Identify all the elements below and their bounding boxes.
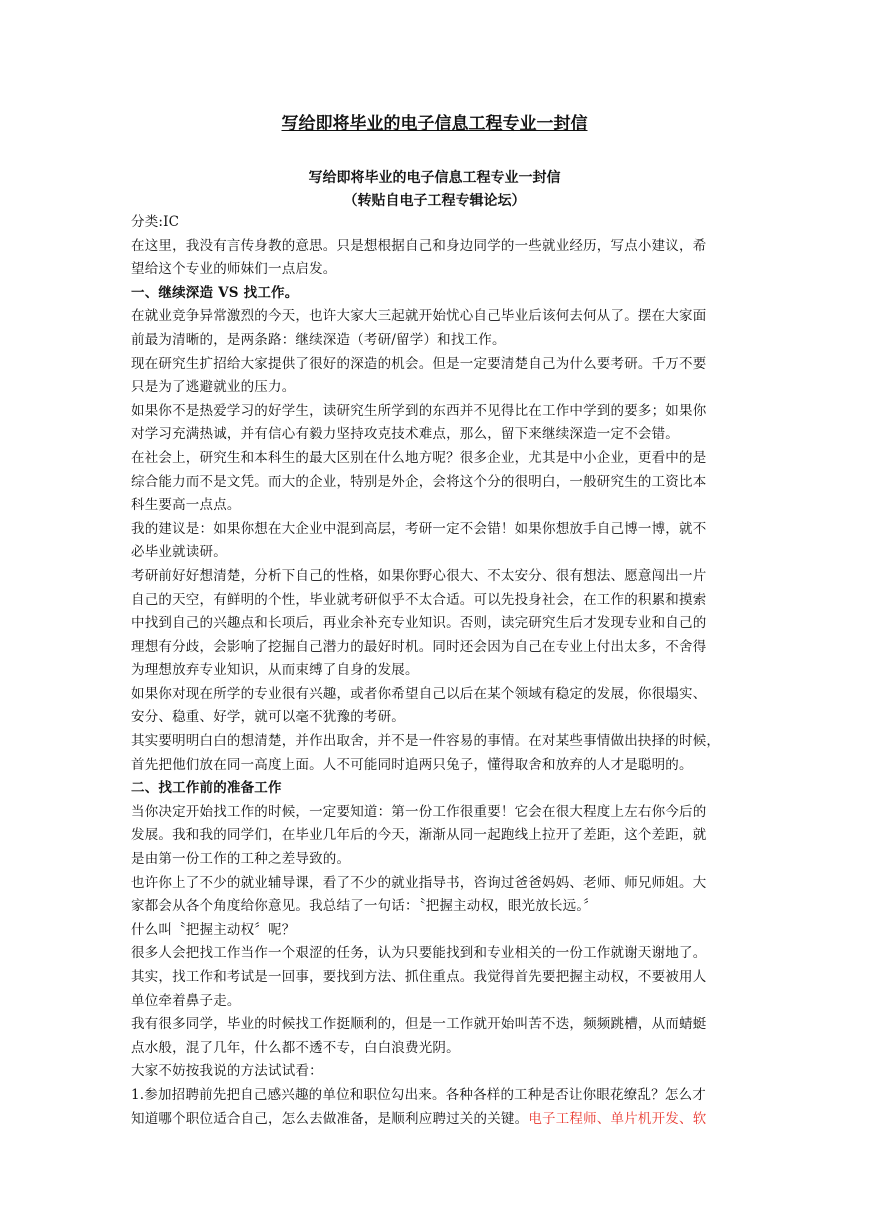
paragraph-line: 家都会从各个角度给你意见。我总结了一句话：〝把握主动权，眼光放长远。〞 [131,898,597,915]
paragraph-line: 必毕业就读研。 [131,544,227,561]
paragraph-line: 如果你不是热爱学习的好学生，读研究生所学到的东西并不见得比在工作中学到的要多；如果你 [131,402,707,419]
paragraph-line: 中找到自己的兴趣点和长项后，再业余补充专业知识。否则，读完研究生后才发现专业和自己的 [131,615,707,632]
paragraph-line: 点水般，混了几年，什么都不透不专，白白浪费光阴。 [131,1039,460,1056]
section-heading-1: 一、继续深造 VS 找工作。 [131,284,299,301]
paragraph-line: 我有很多同学，毕业的时候找工作挺顺利的，但是一工作就开始叫苦不迭，频频跳槽，从而蜻蜓 [131,1016,707,1033]
paragraph-line: 其实，找工作和考试是一回事，要找到方法、抓住重点。我觉得首先要把握主动权，不要被用人 [131,969,707,985]
paragraph-line: 是由第一份工作的工种之差导致的。 [131,851,351,868]
paragraph-line: 对学习充满热诚，并有信心有毅力坚持攻克技术难点，那么，留下来继续深造一定不会错。 [131,426,679,443]
paragraph-line: 在就业竞争异常激烈的今天，也许大家大三起就开始忧心自己毕业后该何去何从了。摆在大家面 [131,308,707,325]
paragraph-line: 在这里，我没有言传身教的意思。只是想根据自己和身边同学的一些就业经历，写点小建议，希 [131,237,707,254]
paragraph-line: 自己的天空，有鲜明的个性，毕业就考研似乎不太合适。可以先投身社会，在工作的积累和摸索 [131,591,707,608]
paragraph-line: 科生要高一点点。 [131,497,241,514]
paragraph-line: 当你决定开始找工作的时候，一定要知道：第一份工作很重要！它会在很大程度上左右你今后的 [131,803,707,820]
paragraph-line: 其实要明明白白的想清楚，并作出取舍，并不是一件容易的事情。在对某些事情做出抉择的时候， [131,733,721,750]
paragraph-line: 1.参加招聘前先把自己感兴趣的单位和职位勾出来。各种各样的工种是否让你眼花缭乱？怎么才 [131,1086,706,1103]
paragraph-line: 什么叫〝把握主动权〞呢？ [131,921,296,938]
paragraph-line: 为理想放弃专业知识，从而束缚了自身的发展。 [131,662,419,679]
paragraph-line-with-link [131,1108,741,1132]
article-title: 写给即将毕业的电子信息工程专业一封信 [308,170,561,186]
paragraph-line: 单位牵着鼻子走。 [131,992,241,1009]
document-title: 写给即将毕业的电子信息工程专业一封信 [281,114,588,134]
paragraph-line: 发展。我和我的同学们，在毕业几年后的今天，渐渐从同一起跑线上拉开了差距，这个差距，就 [131,827,707,844]
paragraph-line: 首先把他们放在同一高度上面。人不可能同时追两只兔子，懂得取舍和放弃的人才是聪明的。 [131,756,693,773]
paragraph-line: 如果你对现在所学的专业很有兴趣，或者你希望自己以后在某个领域有稳定的发展，你很塌实、 [131,685,707,702]
article-source: （转贴自电子工程专辑论坛） [343,193,526,209]
paragraph-line: 现在研究生扩招给大家提供了很好的深造的机会。但是一定要清楚自己为什么要考研。千万不要 [131,355,707,372]
paragraph-line: 只是为了逃避就业的压力。 [131,379,296,396]
paragraph-line: 很多人会把找工作当作一个艰涩的任务，认为只要能找到和专业相关的一份工作就谢天谢地了。 [131,945,707,962]
paragraph-line: 大家不妨按我说的方法试试看： [131,1063,323,1080]
section-heading-2: 二、找工作前的准备工作 [131,780,282,797]
paragraph-line: 在社会上，研究生和本科生的最大区别在什么地方呢？很多企业，尤其是中小企业，更看中的是 [131,449,707,466]
paragraph-line: 综合能力而不是文凭。而大的企业，特别是外企，会将这个分的很明白，一般研究生的工资比本 [131,473,707,490]
article-body [131,211,741,1131]
line-text: 知道哪个职位适合自己，怎么去做准备，是顺利应聘过关的关键。 [131,1110,529,1127]
category-line: 分类:IC [131,214,180,230]
job-titles-link[interactable]: 电子工程师、单片机开发、软 [528,1110,707,1127]
paragraph-line: 我的建议是：如果你想在大企业中混到高层，考研一定不会错！如果你想放手自己博一博，就不 [131,520,707,537]
paragraph-line: 考研前好好想清楚，分析下自己的性格，如果你野心很大、不太安分、很有想法、愿意闯出一片 [131,567,707,584]
paragraph-line: 也许你上了不少的就业辅导课，看了不少的就业指导书，咨询过爸爸妈妈、老师、师兄师姐。大 [131,874,707,891]
paragraph-line: 望给这个专业的师妹们一点启发。 [131,261,337,278]
paragraph-line: 理想有分歧，会影响了挖掘自己潜力的最好时机。同时还会因为自己在专业上付出太多，不舍得 [131,638,707,655]
paragraph-line: 前最为清晰的，是两条路：继续深造（考研/留学）和找工作。 [131,331,506,348]
paragraph-line: 安分、稳重、好学，就可以毫不犹豫的考研。 [131,709,405,726]
